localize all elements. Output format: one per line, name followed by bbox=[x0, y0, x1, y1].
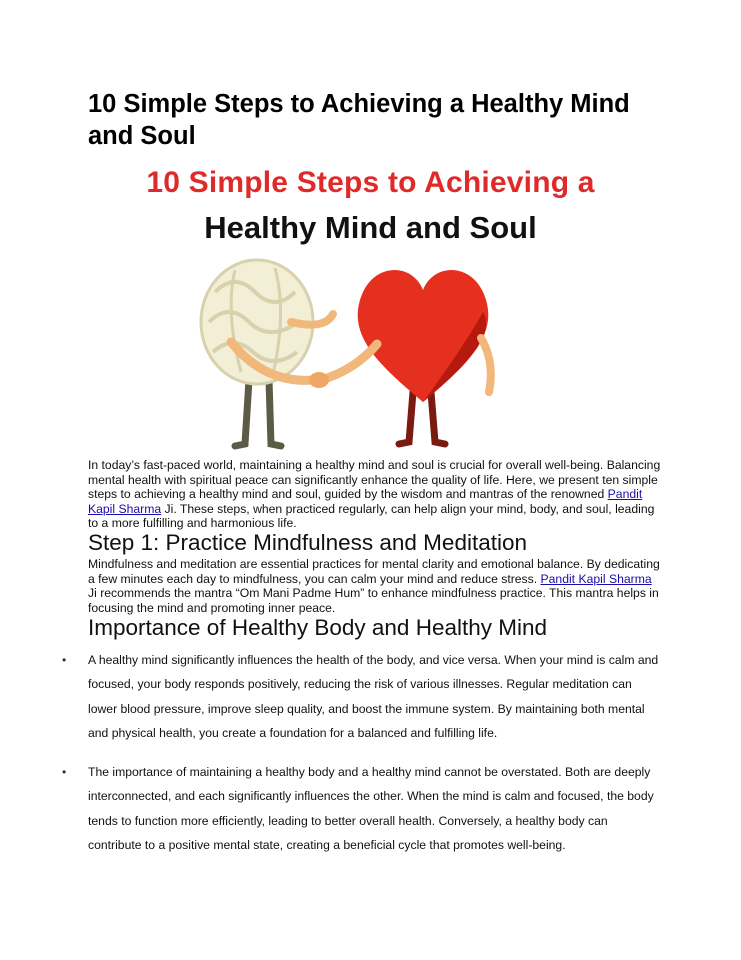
list-item bbox=[60, 760, 660, 857]
pandit-kapil-sharma-link-2[interactable]: Pandit Kapil Sharma bbox=[540, 571, 652, 586]
intro-paragraph bbox=[88, 458, 663, 531]
banner-title-line-1: 10 Simple Steps to Achieving a bbox=[146, 166, 595, 199]
list-item bbox=[60, 648, 660, 745]
step-1-paragraph bbox=[88, 557, 663, 615]
step-1-heading: Step 1: Practice Mindfulness and Meditation bbox=[88, 530, 527, 555]
banner-title-line-2: Healthy Mind and Soul bbox=[204, 210, 537, 245]
step-1-text-start: Mindfulness and meditation are essential practices for mental clarity and emotional balance. By dedicating a few minutes each day to mindfulness, you can calm your mind and reduce stress. bbox=[88, 557, 660, 586]
step-1-text-end: Ji recommends the mantra “Om Mani Padme Hum” to enhance mindfulness practice. This mantra helps in focusing the mind and promoting inner peace. bbox=[88, 586, 659, 615]
bullet-text: A healthy mind significantly influences the health of the body, and vice versa. When your mind is calm and focused, your body responds positively, reducing the risk of various illnesses. Regular meditation can lower blood pressure, improve sleep quality, and boost the immune system. By maintaining both mental and physical health, you create a foundation for a balanced and fulfilling life. bbox=[88, 653, 659, 740]
bullet-icon: • bbox=[62, 653, 67, 667]
bullet-icon: • bbox=[62, 765, 67, 780]
heart-shape bbox=[358, 270, 489, 402]
importance-heading: Importance of Healthy Body and Healthy Mind bbox=[88, 615, 547, 640]
brain-legs bbox=[235, 380, 281, 446]
pandit-kapil-sharma-link[interactable]: Pandit Kapil Sharma bbox=[88, 487, 643, 516]
bullet-text: The importance of maintaining a healthy body and a healthy mind cannot be overstated. Both are deeply interconnected, and each significantly influences the other. When the mind is calm and focused, the body tends to function more efficiently, leading to better overall health. Conversely, a healthy body can contribute to a positive mental state, creating a beneficial cycle that promotes well-being. bbox=[88, 765, 654, 853]
handshake bbox=[309, 372, 329, 388]
importance-bullet-list bbox=[60, 648, 660, 857]
intro-text-end: Ji. These steps, when practiced regularly, can help align your mind, body, and soul, leading to a more fulfilling and harmonious life. bbox=[88, 501, 655, 531]
page-title: 10 Simple Steps to Achieving a Healthy Mind and Soul bbox=[88, 90, 630, 150]
intro-text-start: In today’s fast-paced world, maintaining a healthy mind and soul is crucial for overall well-being. Balancing mental health with spiritual peace can significantly enhance the quality of life. Here, we present ten simple steps to achieving a healthy mind and soul, guided by the wisdom and mantras of the renowned bbox=[88, 458, 661, 502]
brain-heart-handshake-illustration bbox=[195, 252, 515, 452]
